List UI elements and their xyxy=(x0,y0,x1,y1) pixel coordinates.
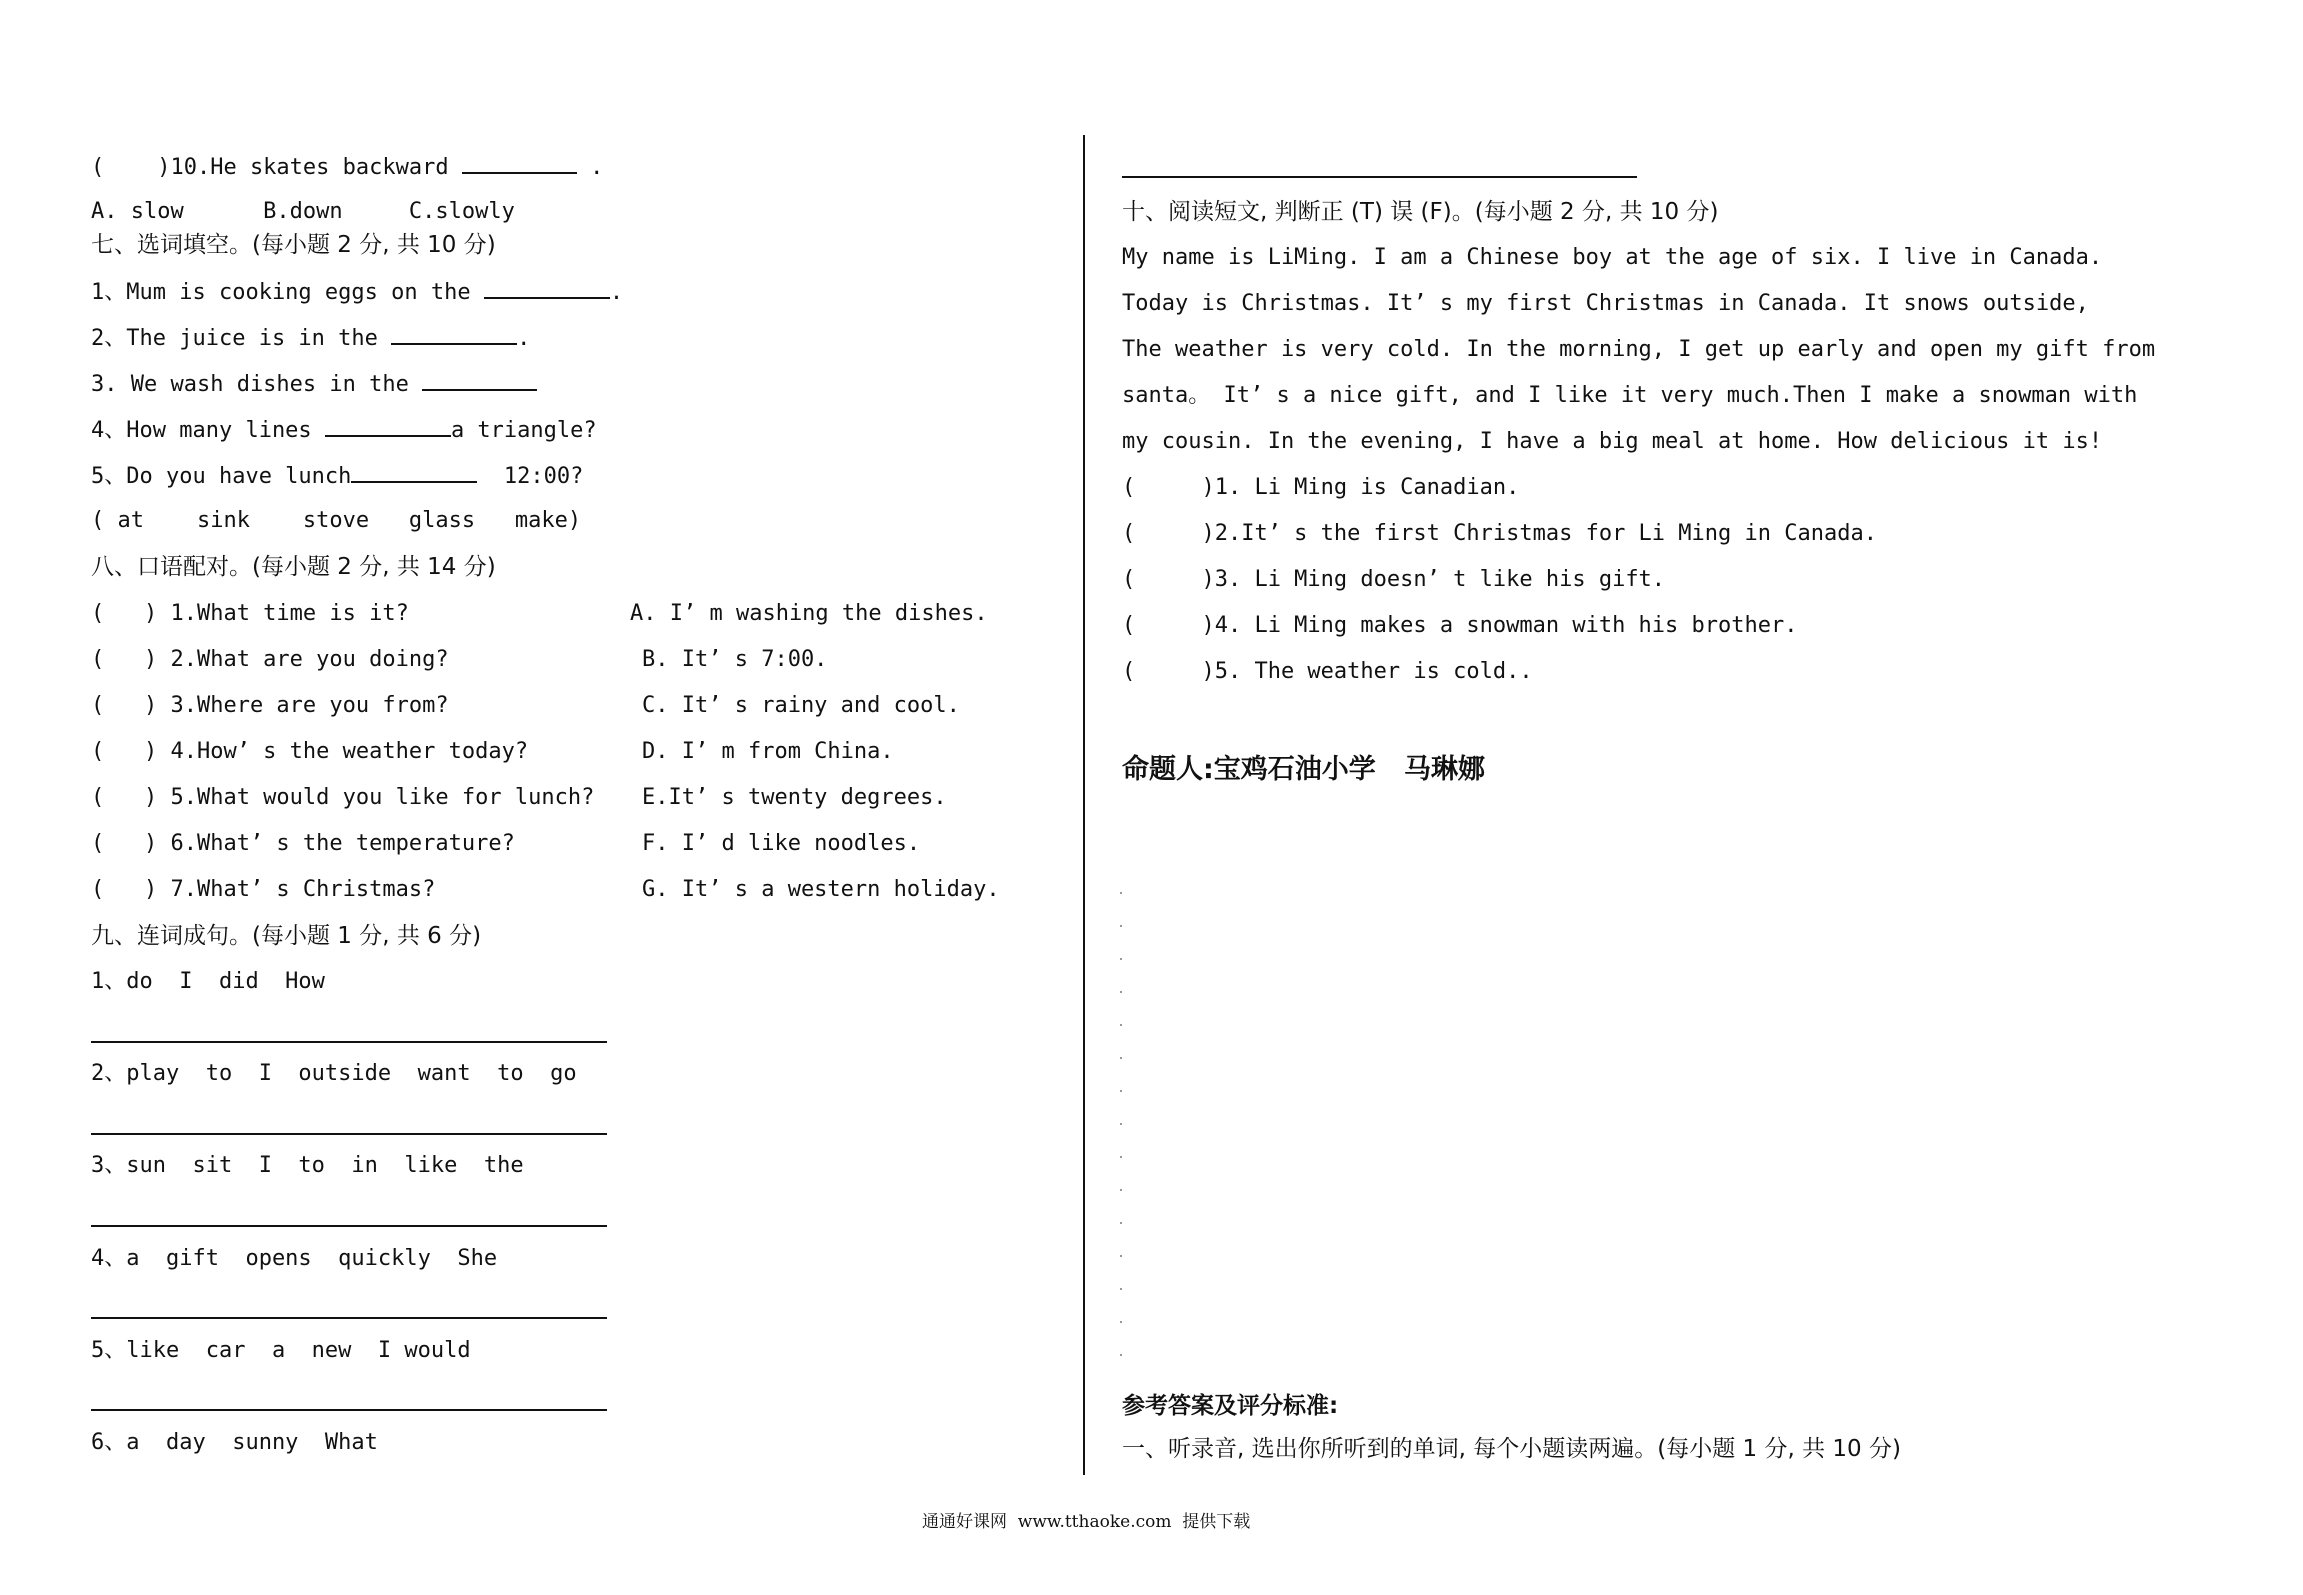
item-text: 1、Mum is cooking eggs on the xyxy=(91,280,471,305)
answer-key-section-1: 一、听录音, 选出你所听到的单词, 每个小题读两遍。(每小题 1 分, 共 10 分) xyxy=(1122,1436,1901,1462)
section-7-title: 七、选词填空。(每小题 2 分, 共 10 分) xyxy=(91,232,496,258)
answer-blank xyxy=(391,323,517,345)
fill-item-3 xyxy=(91,369,537,399)
passage-line: My name is LiMing. I am a Chinese boy at the age of six. I live in Canada. xyxy=(1122,245,2103,270)
item-text: 2、The juice is in the xyxy=(91,326,378,351)
question-10-text: ( )10.He skates backward xyxy=(91,155,449,180)
answer-line xyxy=(91,1409,607,1411)
dialog-answer: F. I’ d like noodles. xyxy=(642,831,921,856)
sentence-item: 1、do I did How xyxy=(91,969,325,994)
dot-mark xyxy=(1120,1156,1122,1158)
column-divider xyxy=(1083,135,1085,1475)
sentence-item: 3、sun sit I to in like the xyxy=(91,1153,524,1178)
question-10: ( )10.He skates backward . xyxy=(91,152,603,182)
dialog-question: ( ) 1.What time is it? xyxy=(91,601,409,626)
dot-mark xyxy=(1120,1288,1122,1290)
dialog-answer: C. It’ s rainy and cool. xyxy=(642,693,960,718)
passage-line: santa。 It’ s a nice gift, and I like it very much.Then I make a snowman with xyxy=(1122,383,2138,408)
answer-line xyxy=(91,1225,607,1227)
dialog-answer: B. It’ s 7:00. xyxy=(642,647,828,672)
tf-statement: ( )5. The weather is cold.. xyxy=(1122,659,1533,684)
dot-mark xyxy=(1120,1354,1122,1356)
tf-statement: ( )4. Li Ming makes a snowman with his brother. xyxy=(1122,613,1798,638)
sentence-item: 6、a day sunny What xyxy=(91,1430,378,1455)
fill-item-2: 2、The juice is in the . xyxy=(91,323,530,353)
dot-mark xyxy=(1120,1189,1122,1191)
dot-mark xyxy=(1120,1321,1122,1323)
dialog-answer: G. It’ s a western holiday. xyxy=(642,877,1000,902)
author-line: 命题人:宝鸡石油小学 马琳娜 xyxy=(1122,754,1485,785)
item-tail: 12:00? xyxy=(503,464,584,489)
answer-blank xyxy=(462,152,577,174)
item-text: 5、Do you have lunch xyxy=(91,464,352,489)
dot-mark xyxy=(1120,1255,1122,1257)
dot-mark xyxy=(1120,925,1122,927)
dialog-question: ( ) 7.What’ s Christmas? xyxy=(91,877,436,902)
tf-statement: ( )3. Li Ming doesn’ t like his gift. xyxy=(1122,567,1666,592)
fill-item-1: 1、Mum is cooking eggs on the . xyxy=(91,277,623,307)
answer-blank xyxy=(422,369,537,391)
answer-line xyxy=(91,1317,607,1319)
dot-mark xyxy=(1120,958,1122,960)
dialog-answer: A. I’ m washing the dishes. xyxy=(630,601,988,626)
passage-line: Today is Christmas. It’ s my first Christmas in Canada. It snows outside, xyxy=(1122,291,2089,316)
dot-mark xyxy=(1120,1222,1122,1224)
dot-mark xyxy=(1120,1057,1122,1059)
footer-source: 通通好课网 www.tthaoke.com 提供下载 xyxy=(922,1512,1251,1532)
dialog-question: ( ) 2.What are you doing? xyxy=(91,647,449,672)
dot-mark xyxy=(1120,1024,1122,1026)
dialog-question: ( ) 4.How’ s the weather today? xyxy=(91,739,529,764)
passage-line: my cousin. In the evening, I have a big meal at home. How delicious it is! xyxy=(1122,429,2103,454)
options-text: A. slow B.down C.slowly xyxy=(91,199,515,224)
word-bank: ( at sink stove glass make) xyxy=(91,508,582,533)
dialog-answer: E.It’ s twenty degrees. xyxy=(642,785,947,810)
item-text: 3. We wash dishes in the xyxy=(91,372,409,397)
tf-statement: ( )1. Li Ming is Canadian. xyxy=(1122,475,1520,500)
fill-item-4 xyxy=(91,415,597,445)
answer-line xyxy=(91,1041,607,1043)
sentence-item: 5、like car a new I would xyxy=(91,1338,471,1363)
dialog-question: ( ) 5.What would you like for lunch? xyxy=(91,785,595,810)
answer-key-heading: 参考答案及评分标准: xyxy=(1122,1393,1339,1419)
section-9-title: 九、连词成句。(每小题 1 分, 共 6 分) xyxy=(91,923,482,949)
answer-line xyxy=(1122,176,1637,178)
answer-blank xyxy=(351,461,477,483)
question-10-options xyxy=(91,198,515,226)
dialog-answer: D. I’ m from China. xyxy=(642,739,894,764)
dot-mark xyxy=(1120,1123,1122,1125)
fill-item-5 xyxy=(91,461,583,491)
item-tail: a triangle? xyxy=(450,418,597,443)
sentence-item: 2、play to I outside want to go xyxy=(91,1061,577,1086)
answer-blank xyxy=(325,415,451,437)
passage-line: The weather is very cold. In the morning, I get up early and open my gift from xyxy=(1122,337,2156,362)
dialog-question: ( ) 3.Where are you from? xyxy=(91,693,449,718)
dialog-question: ( ) 6.What’ s the temperature? xyxy=(91,831,515,856)
item-text: 4、How many lines xyxy=(91,418,312,443)
dot-mark xyxy=(1120,991,1122,993)
dot-mark xyxy=(1120,892,1122,894)
sentence-item: 4、a gift opens quickly She xyxy=(91,1246,498,1271)
answer-blank xyxy=(484,277,610,299)
section-8-title: 八、口语配对。(每小题 2 分, 共 14 分) xyxy=(91,554,496,580)
tf-statement: ( )2.It’ s the first Christmas for Li Ming in Canada. xyxy=(1122,521,1877,546)
answer-line xyxy=(91,1133,607,1135)
section-10-title: 十、阅读短文, 判断正 (T) 误 (F)。(每小题 2 分, 共 10 分) xyxy=(1122,199,1719,225)
dot-mark xyxy=(1120,1090,1122,1092)
